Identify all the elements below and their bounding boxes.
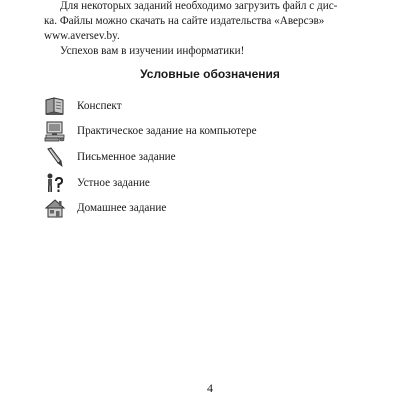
intro-line: Для некоторых заданий необходимо загрузить файл с дис- xyxy=(60,0,338,12)
question-person-icon xyxy=(44,172,66,194)
website-line: www.aversev.by. xyxy=(44,30,120,42)
legend-label: Практическое задание на компьютере xyxy=(77,125,257,137)
page-number: 4 xyxy=(207,381,213,395)
house-icon xyxy=(44,197,66,219)
intro-line: ка. Файлы можно скачать на сайте издательства «Аверсэв» xyxy=(44,15,325,27)
legend-heading: Условные обозначения xyxy=(140,67,280,81)
wishes-line: Успехов вам в изучении информатики! xyxy=(60,45,245,57)
legend-label: Письменное задание xyxy=(77,151,176,163)
legend-label: Конспект xyxy=(77,100,122,112)
book-icon xyxy=(44,95,66,117)
legend-label: Устное задание xyxy=(77,177,150,189)
legend-item-oral-task xyxy=(44,172,364,194)
legend-label: Домашнее задание xyxy=(77,202,167,214)
legend-item-written-task xyxy=(44,146,364,168)
pen-icon xyxy=(44,146,66,168)
computer-icon xyxy=(44,120,66,142)
legend-item-homework xyxy=(44,197,364,219)
legend-item-notes xyxy=(44,95,364,117)
legend-item-computer-task xyxy=(44,120,364,142)
intro-text xyxy=(44,0,377,59)
